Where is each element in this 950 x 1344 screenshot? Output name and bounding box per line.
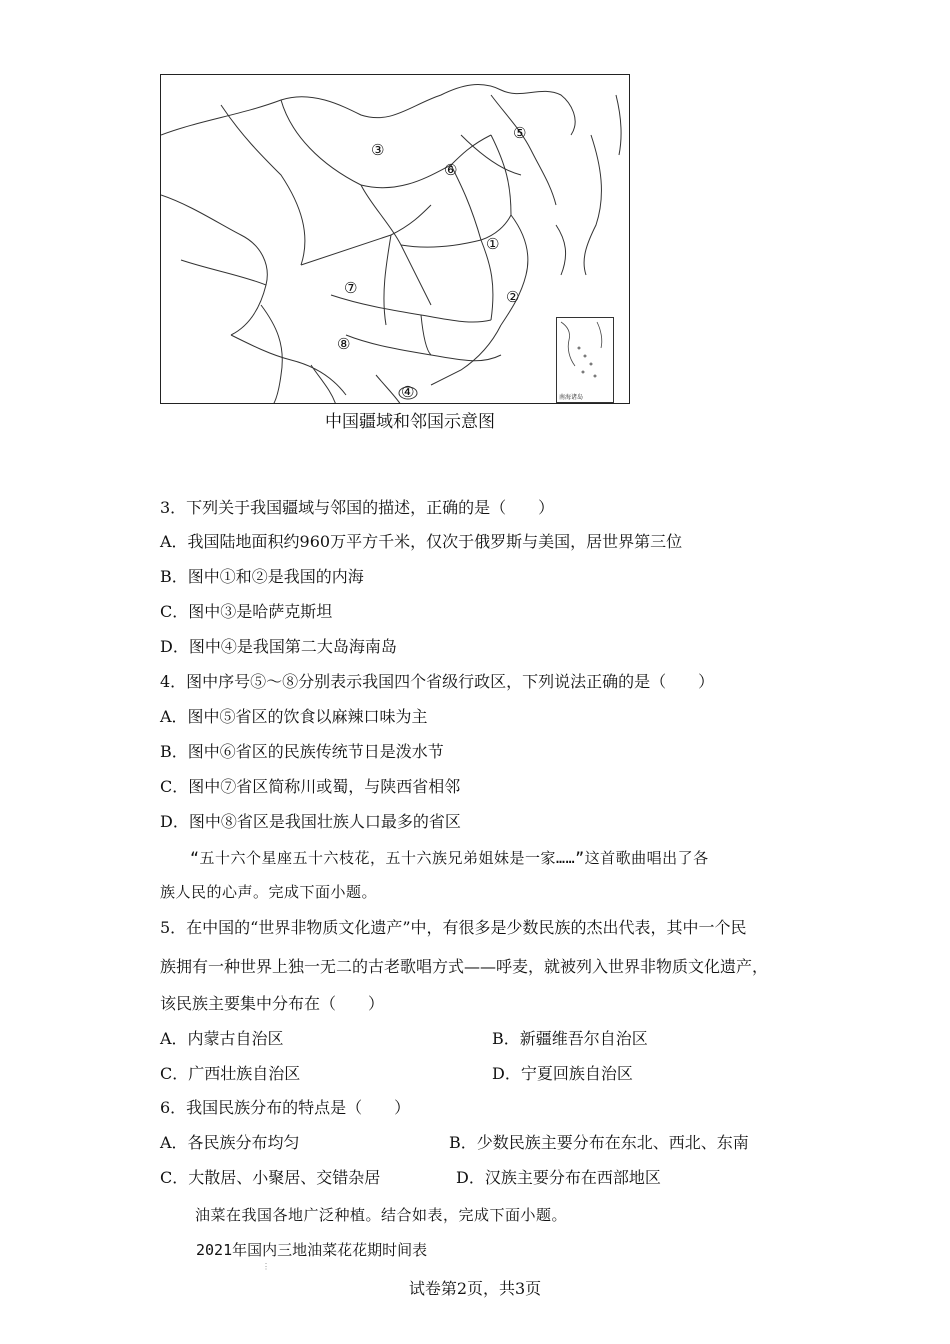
q4-option-d: D．图中⑧省区是我国壮族人口最多的省区: [160, 812, 461, 831]
q3-option-c: C．图中③是哈萨克斯坦: [160, 602, 333, 621]
q3-option-a: A．我国陆地面积约960万平方千米，仅次于俄罗斯与美国，居世界第三位: [160, 532, 683, 551]
q6-option-c: C．大散居、小聚居、交错杂居: [160, 1168, 381, 1187]
q5-stem-line2: 族拥有一种世界上独一无二的古老歌唱方式——呼麦，就被列入世界非物质文化遗产，: [160, 957, 769, 976]
map-label-3: ③: [371, 141, 385, 159]
q3-stem: 3．下列关于我国疆域与邻国的描述，正确的是（ ）: [160, 498, 555, 517]
inset-drawing: [557, 318, 613, 388]
table-marker: ⋮: [262, 1262, 270, 1271]
q6-option-a: A．各民族分布均匀: [160, 1133, 300, 1152]
south-china-sea-inset: [556, 317, 614, 403]
q5-option-b: B．新疆维吾尔自治区: [492, 1029, 648, 1048]
map-caption: 中国疆域和邻国示意图: [325, 412, 495, 431]
q6-stem: 6．我国民族分布的特点是（ ）: [160, 1098, 411, 1117]
q4-option-b: B．图中⑥省区的民族传统节日是泼水节: [160, 742, 444, 761]
passage2-intro: 油菜在我国各地广泛种植。结合如表，完成下面小题。: [195, 1206, 568, 1224]
q3-option-d: D．图中④是我国第二大岛海南岛: [160, 637, 397, 656]
q6-option-b: B．少数民族主要分布在东北、西北、东南: [449, 1133, 749, 1152]
map-label-4: ④: [401, 383, 415, 401]
page-footer: 试卷第2页，共3页: [408, 1279, 542, 1298]
map-label-2: ②: [506, 288, 520, 306]
q4-option-a: A．图中⑤省区的饮食以麻辣口味为主: [160, 707, 428, 726]
map-label-7: ⑦: [344, 279, 358, 297]
q5-option-d: D．宁夏回族自治区: [492, 1064, 633, 1083]
passage1-line1: “五十六个星座五十六枝花，五十六族兄弟姐妹是一家……”这首歌曲唱出了各: [190, 849, 709, 867]
map-label-5: ⑤: [513, 124, 527, 142]
map-label-1: ①: [486, 235, 500, 253]
q5-option-a: A．内蒙古自治区: [160, 1029, 284, 1048]
q3-option-b: B．图中①和②是我国的内海: [160, 567, 364, 586]
table-title: 2021年国内三地油菜花花期时间表: [196, 1241, 428, 1259]
map-label-8: ⑧: [337, 335, 351, 353]
map-label-6: ⑥: [444, 161, 458, 179]
q5-option-c: C．广西壮族自治区: [160, 1064, 301, 1083]
passage1-line2: 族人民的心声。完成下面小题。: [160, 883, 378, 901]
inset-caption: 南海诸岛: [559, 394, 584, 401]
q6-option-d: D．汉族主要分布在西部地区: [456, 1168, 661, 1187]
q5-stem-line3: 该民族主要集中分布在（ ）: [160, 994, 385, 1013]
q4-option-c: C．图中⑦省区简称川或蜀，与陕西省相邻: [160, 777, 461, 796]
q4-stem: 4．图中序号⑤～⑧分别表示我国四个省级行政区，下列说法正确的是（ ）: [160, 672, 715, 691]
q5-stem-line1: 5．在中国的“世界非物质文化遗产”中，有很多是少数民族的杰出代表，其中一个民: [160, 918, 747, 937]
